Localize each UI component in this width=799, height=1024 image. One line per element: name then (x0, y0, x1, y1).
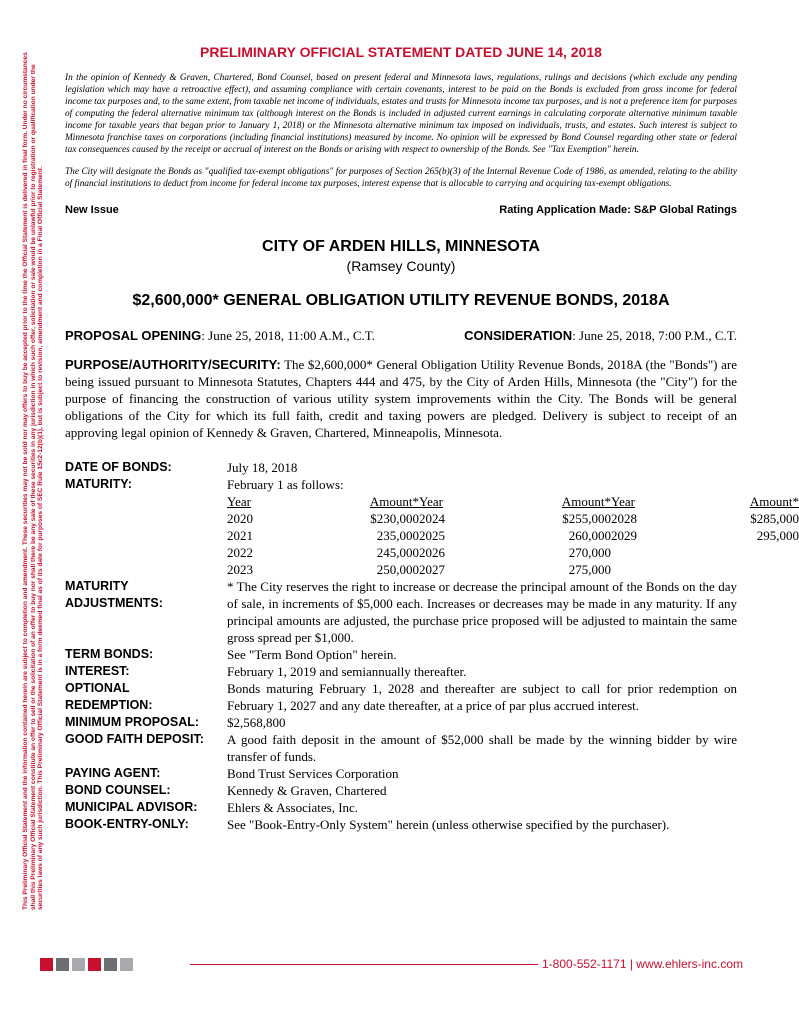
maturity-year: 2025 (419, 528, 445, 543)
maturity-adjustments-label-1: MATURITY (65, 579, 129, 593)
consideration-value: : June 25, 2018, 7:00 P.M., C.T. (572, 328, 737, 343)
consideration (464, 328, 737, 344)
opening-row (65, 328, 737, 344)
maturity-amount (681, 544, 799, 561)
maturity-year: 2023 (227, 562, 253, 577)
maturity-amount: 245,000 (376, 545, 419, 560)
footer-square (88, 958, 101, 971)
qualified-paragraph: The City will designate the Bonds as "qualified tax-exempt obligations" for purposes of Section 265(b)(3) of the Internal Revenue Code of 1986, as amended, relating to the ability of financial institutions to deduct from income for federal income tax purposes, interest expense that is allocable to carrying and acquiring tax-exempt obligations. (65, 167, 737, 189)
maturity-adjustments-row (65, 578, 737, 646)
optional-redemption-value: Bonds maturing February 1, 2028 and thereafter are subject to call for prior redemption on February 1, 2027 and any date thereafter, at a price of par plus accrued interest. (227, 681, 737, 713)
maturity-adjustments-label-2: ADJUSTMENTS: (65, 596, 163, 610)
municipal-advisor-row (65, 799, 737, 816)
paying-agent-row (65, 765, 737, 782)
maturity-header-amount: Amount* (749, 494, 799, 509)
purpose-label: PURPOSE/AUTHORITY/SECURITY: (65, 357, 281, 372)
maturity-year: 2026 (419, 545, 445, 560)
maturity-amount: 250,000 (376, 562, 419, 577)
maturity-year (611, 561, 681, 578)
interest-row (65, 663, 737, 680)
proposal-opening-label: PROPOSAL OPENING (65, 328, 202, 343)
footer-square (56, 958, 69, 971)
maturity-header-amount: Amount* (561, 494, 611, 509)
maturity-year: 2028 (611, 511, 637, 526)
maturity-intro: February 1 as follows: (227, 477, 344, 492)
maturity-amount: 260,000 (568, 528, 611, 543)
minimum-proposal-row (65, 714, 737, 731)
maturity-row (65, 476, 799, 578)
new-issue-label: New Issue (65, 204, 119, 216)
optional-redemption-label (65, 680, 227, 714)
maturity-amount: $255,000 (562, 511, 611, 526)
footer (40, 957, 743, 974)
book-entry-only-label: BOOK-ENTRY-ONLY: (65, 817, 189, 831)
maturity-amount: 275,000 (568, 562, 611, 577)
term-bonds-row (65, 646, 737, 663)
maturity-block (227, 476, 799, 578)
term-bonds-value: See "Term Bond Option" herein. (227, 647, 397, 662)
issue-row (65, 204, 737, 216)
maturity-year: 2024 (419, 511, 445, 526)
optional-redemption-label-2: REDEMPTION: (65, 698, 153, 712)
maturity-amount: $230,000 (370, 511, 419, 526)
minimum-proposal-value: $2,568,800 (227, 715, 286, 730)
maturity-amount (681, 561, 799, 578)
maturity-year: 2027 (419, 562, 445, 577)
optional-redemption-row (65, 680, 737, 714)
term-bonds-label: TERM BONDS: (65, 647, 154, 661)
footer-square (104, 958, 117, 971)
maturity-adjustments-label (65, 578, 227, 646)
footer-contact: 1-800-552-1171 | www.ehlers-inc.com (542, 957, 743, 971)
footer-square (40, 958, 53, 971)
book-entry-only-value: See "Book-Entry-Only System" herein (unless otherwise specified by the purchaser). (227, 817, 670, 832)
maturity-amount: 270,000 (568, 545, 611, 560)
bond-counsel-label: BOND COUNSEL: (65, 783, 171, 797)
rating-label: Rating Application Made: S&P Global Ratings (499, 204, 737, 216)
good-faith-deposit-value: A good faith deposit in the amount of $52,000 shall be made by the winning bidder by wire transfer of funds. (227, 732, 737, 764)
sidebar-disclaimer-text: This Preliminary Official Statement and the information contained herein are subject to completion and amendment. These securities may not be sold nor may offers to buy be accepted prior to the time the Official Statement is delivered in final form. Under no circumstances shall this Preliminary Official Statement constitute an offer to sell or the solicitation of an offer to buy nor shall there be any sale of these securities in any jurisdiction in which such offer, solicitation or sale would be unlawful prior to registration or qualification under the securities laws of any such jurisdiction. This Preliminary Official Statement is in a form deemed final as of its date for purposes of SEC Rule 15c2-12(b)(1), but is subject to revision, amendment and completion in a Final Official Statement. (22, 52, 45, 910)
maturity-header-year: Year (419, 494, 443, 509)
good-faith-deposit-label: GOOD FAITH DEPOSIT: (65, 732, 204, 746)
bond-counsel-row (65, 782, 737, 799)
footer-rule (190, 964, 538, 965)
issuer-county: (Ramsey County) (346, 258, 456, 274)
interest-value: February 1, 2019 and semiannually thereafter. (227, 664, 467, 679)
maturity-amount: 235,000 (376, 528, 419, 543)
maturity-schedule (227, 493, 799, 578)
terms-table (65, 459, 799, 833)
maturity-adjustments-value: * The City reserves the right to increase or decrease the principal amount of the Bonds on the day of sale, in increments of $5,000 each. Increases or decreases may be made in any maturity. If any principal amounts are adjusted, the purchase price proposed will be adjusted to maintain the same gross spread per $1,000. (227, 579, 737, 645)
municipal-advisor-value: Ehlers & Associates, Inc. (227, 800, 359, 815)
date-of-bonds-value: July 18, 2018 (227, 460, 298, 475)
maturity-header-year: Year (611, 494, 635, 509)
consideration-label: CONSIDERATION (464, 328, 573, 343)
tax-opinion-paragraph: In the opinion of Kennedy & Graven, Chartered, Bond Counsel, based on present federal and Minnesota laws, regulations, rulings and decisions (which exclude any pending legislation which may have a retroactive effect), and assuming compliance with certain covenants, interest to be paid on the Bonds is excluded from gross income for federal income tax purposes and, to the same extent, from taxable net income of individuals, estates and trusts for Minnesota income tax purposes, and is not a preference item for purposes of computing the federal alternative minimum tax (although interest on the Bonds is included in adjusted current earnings in calculating corporate alternative minimum taxable income for taxable years that began prior to January 1, 2018) or the Minnesota alternative minimum tax imposed on individuals, trusts, and estates. Such interest is subject to Minnesota franchise taxes on corporations (including financial institutions) measured by income. No opinion will be expressed by Bond Counsel regarding other state or federal tax consequences caused by the receipt or accrual of interest on the Bonds or arising with respect to ownership of the Bonds. See "Tax Exemption" herein. (65, 73, 737, 155)
proposal-opening (65, 328, 375, 344)
date-of-bonds-label: DATE OF BONDS: (65, 460, 172, 474)
bond-counsel-value: Kennedy & Graven, Chartered (227, 783, 387, 798)
optional-redemption-label-1: OPTIONAL (65, 681, 130, 695)
maturity-header-year: Year (227, 494, 251, 509)
maturity-year: 2029 (611, 528, 637, 543)
maturity-year (611, 544, 681, 561)
good-faith-deposit-row (65, 731, 737, 765)
maturity-header-amount: Amount* (369, 494, 419, 509)
paying-agent-label: PAYING AGENT: (65, 766, 161, 780)
date-of-bonds-row (65, 459, 737, 476)
maturity-label: MATURITY: (65, 477, 132, 491)
maturity-year: 2021 (227, 528, 253, 543)
sidebar-disclaimer (0, 40, 72, 910)
issue-title: $2,600,000* GENERAL OBLIGATION UTILITY REVENUE BONDS, 2018A (132, 292, 670, 309)
document-page (65, 38, 799, 833)
maturity-year: 2020 (227, 511, 253, 526)
document-header: PRELIMINARY OFFICIAL STATEMENT DATED JUNE 14, 2018 (200, 44, 602, 60)
interest-label: INTEREST: (65, 664, 130, 678)
maturity-year: 2022 (227, 545, 253, 560)
maturity-amount: 295,000 (756, 528, 799, 543)
purpose-text: The $2,600,000* General Obligation Utility Revenue Bonds, 2018A (the "Bonds") are being issued pursuant to Minnesota Statutes, Chapters 444 and 475, by the City of Arden Hills, Minnesota (the "City") for the purpose of financing the construction of various utility system improvements within the City. The Bonds will be general obligations of the City for which its full faith, credit and taxing powers are pledged. Delivery is subject to receipt of an approving legal opinion of Kennedy & Graven, Chartered, Minneapolis, Minnesota. (65, 357, 737, 440)
issuer-city: CITY OF ARDEN HILLS, MINNESOTA (262, 238, 540, 255)
book-entry-only-row (65, 816, 737, 833)
paying-agent-value: Bond Trust Services Corporation (227, 766, 399, 781)
footer-square (120, 958, 133, 971)
municipal-advisor-label: MUNICIPAL ADVISOR: (65, 800, 198, 814)
purpose-paragraph (65, 356, 737, 441)
proposal-opening-value: : June 25, 2018, 11:00 A.M., C.T. (201, 328, 375, 343)
minimum-proposal-label: MINIMUM PROPOSAL: (65, 715, 200, 729)
maturity-amount: $285,000 (750, 511, 799, 526)
footer-square (72, 958, 85, 971)
